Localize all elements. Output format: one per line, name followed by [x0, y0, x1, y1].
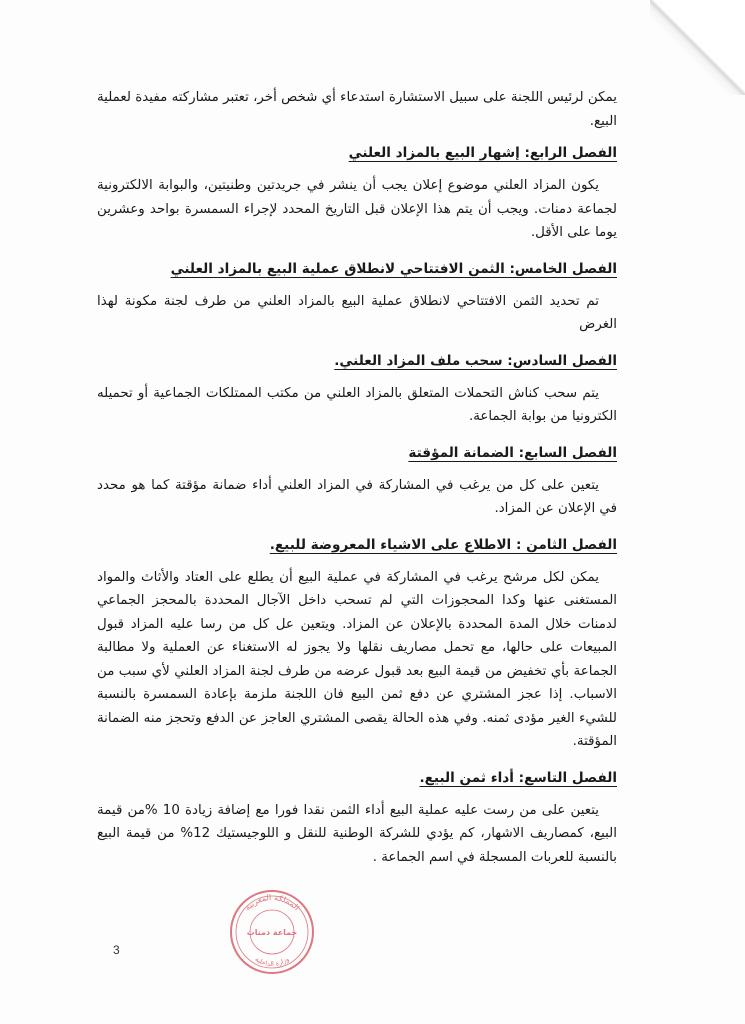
stamp-outer-text: المملكة المغربية	[242, 892, 302, 913]
section-body-8: يمكن لكل مرشح يرغب في المشاركة في عملية البيع أن يطلع على العتاد والأثاث والمواد المستغنى عنها وكدا المحجوزات التي لم تسحب داخل الآجال المحددة بالمحجز الجماعي لدمنات خلال المدة المحددة بالإعلان عن المزاد. ويتعين عل كل من رسا عليه المزاد قبول المبيعات على حالها، مع تحمل مصاريف نقلها ولا يجوز له الاستغناء عن العملية ولا مطالبة الجماعة بأي تخفيض من قيمة البيع بعد قبول عرضه من طرف لجنة المزاد العلني لأي سبب من الاسباب. إذا عجز المشتري عن دفع ثمن البيع فان اللجنة ملزمة بإعادة السمسرة بالنسبة للشيء الغير مؤدى ثمنه. وفي هذه الحالة يقصى المشتري العاجز عن الدفع وتحجز منه الضمانة المؤقتة.	[97, 569, 617, 749]
section-body-4: يكون المزاد العلني موضوع إعلان يجب أن ينشر في جريدتين وطنيتين، والبوابة الالكترونية لجماعة دمنات. ويجب أن يتم هذا الإعلان قبل التاريخ المحدد لإجراء السمسرة بواحد وعشرين يوما على الأقل.	[97, 178, 617, 240]
stamp-seal-icon	[228, 888, 316, 976]
section-body-5: تم تحديد الثمن الافتتاحي لانطلاق عملية البيع بالمزاد العلني من طرف لجنة مكونة لهذا الغرض	[97, 293, 617, 332]
section-heading-5: الفصل الخامس: الثمن الافتتاحي لانطلاق عملية البيع بالمزاد العلني	[170, 260, 617, 277]
intro-paragraph: يمكن لرئيس اللجنة على سبيل الاستشارة استدعاء أي شخص أخر، تعتبر مشاركته مفيدة لعملية البيع.	[97, 90, 617, 129]
section-heading-4: الفصل الرابع: إشهار البيع بالمزاد العلني	[348, 145, 617, 161]
section-heading-6: الفصل السادس: سحب ملف المزاد العلني.	[334, 352, 617, 369]
section-heading-7: الفصل السابع: الضمانة المؤقتة	[408, 444, 617, 461]
document-body	[97, 86, 617, 869]
page-fold-corner	[650, 0, 745, 95]
svg-text:وزارة الداخلية	[253, 955, 290, 968]
stamp-center-text: جماعة دمنات	[246, 928, 298, 937]
section-body-7: يتعين على كل من يرغب في المشاركة في المزاد العلني أداء ضمانة مؤقتة كما هو محدد في الإعلان عن المزاد.	[97, 477, 617, 516]
stamp-bottom-text: وزارة الداخلية	[253, 955, 291, 969]
commune-stamp	[228, 888, 316, 976]
section-body-6: يتم سحب كناش التحملات المتعلق بالمزاد العلني من مكتب الممتلكات الجماعية أو تحميله الكترونيا من بوابة الجماعة.	[97, 385, 617, 424]
section-heading-9: الفصل التاسع: أداء ثمن البيع.	[419, 769, 617, 786]
section-body-9: يتعين على من رست عليه عملية البيع أداء الثمن نقدا فورا مع إضافة زيادة 10 %من قيمة البيع، كمصاريف الاشهار، كم يؤدي للشركة الوطنية للنقل و اللوجيستيك 12% من قيمة البيع بالنسبة للعربات المسجلة في اسم الجماعة .	[97, 802, 617, 865]
section-heading-8: الفصل الثامن : الاطلاع على الاشياء المعروضة للبيع.	[269, 536, 617, 553]
page-number: 3	[113, 943, 120, 957]
